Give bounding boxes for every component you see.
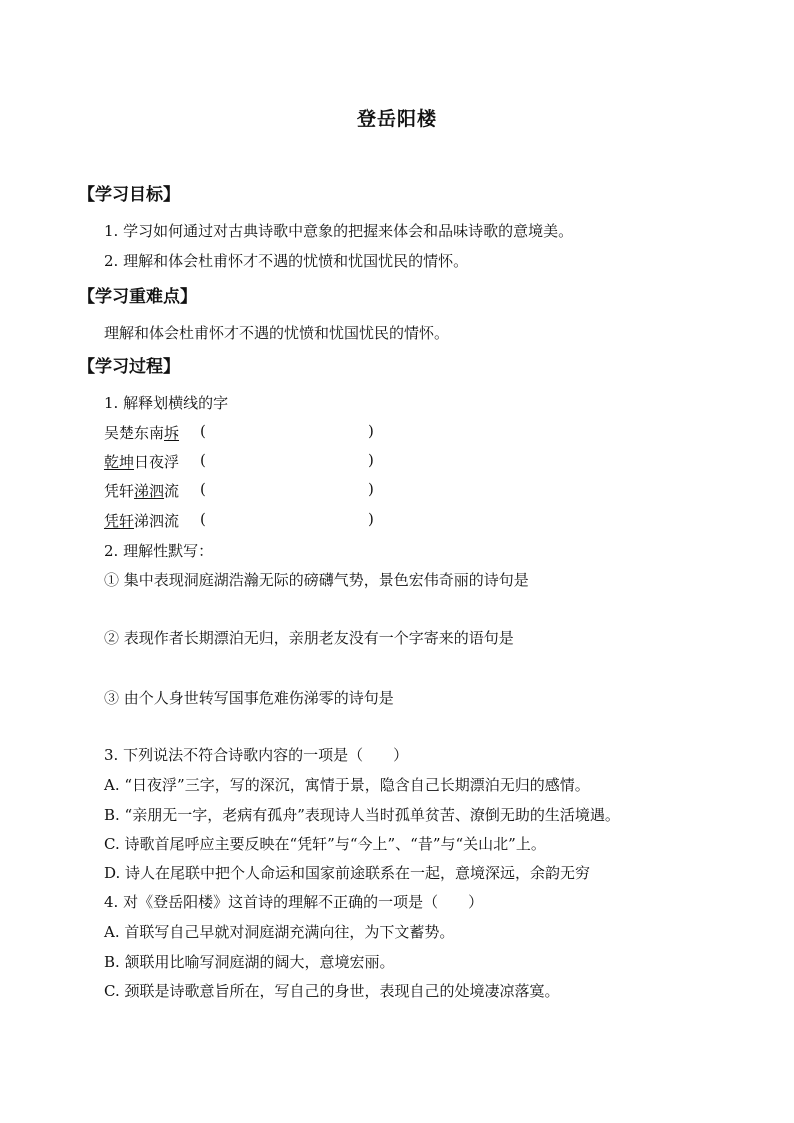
q3-option-c: C. 诗歌首尾呼应主要反映在“凭轩”与“今上”、“昔”与“关山北”上。 (104, 835, 546, 853)
section-heading-objectives: 【学习目标】 (78, 185, 180, 205)
q1-line-1-pre: 吴楚东南 (104, 424, 165, 442)
q1-line-2-post: 日夜浮 (134, 453, 180, 471)
q4-option-b: B. 颔联用比喻写洞庭湖的阔大，意境宏丽。 (104, 953, 395, 971)
q1-line-1-paren-open: ( (200, 422, 206, 440)
q3-option-b: B. “亲朋无一字，老病有孤舟”表现诗人当时孤单贫苦、潦倒无助的生活境遇。 (104, 806, 620, 824)
key-points-text: 理解和体会杜甫怀才不遇的忧愤和忧国忧民的情怀。 (104, 324, 450, 342)
q1-line-4 (104, 510, 404, 531)
q2-item-3: ③ 由个人身世转写国事危难伤涕零的诗句是 (104, 689, 394, 707)
q4-option-c: C. 颈联是诗歌意旨所在，写自己的身世，表现自己的处境凄凉落寞。 (104, 982, 560, 1000)
q1-line-1-paren-close: ) (368, 422, 374, 440)
section-heading-key-points: 【学习重难点】 (78, 287, 197, 307)
q1-line-4-paren-close: ) (368, 510, 374, 528)
q1-line-3-underlined: 涕泗 (134, 482, 165, 500)
q4-option-a: A. 首联写自己早就对洞庭湖充满向往，为下文蓄势。 (104, 923, 455, 941)
q1-line-2-paren-open: ( (200, 451, 206, 469)
q1-line-2 (104, 451, 404, 472)
section-heading-process: 【学习过程】 (78, 357, 180, 377)
q4-label: 4. 对《登岳阳楼》这首诗的理解不正确的一项是（ ） (104, 893, 484, 911)
q1-line-4-paren-open: ( (200, 510, 206, 528)
q2-item-1: ① 集中表现洞庭湖浩瀚无际的磅礴气势，景色宏伟奇丽的诗句是 (104, 571, 529, 589)
q1-line-3-paren-open: ( (200, 480, 206, 498)
q1-line-3-pre: 凭轩 (104, 482, 135, 500)
q1-line-4-underlined: 凭轩 (104, 512, 135, 530)
q1-line-1 (104, 422, 404, 443)
q1-line-3-paren-close: ) (368, 480, 374, 498)
objective-item-1: 1. 学习如何通过对古典诗歌中意象的把握来体会和品味诗歌的意境美。 (104, 222, 574, 240)
page-title: 登岳阳楼 (356, 108, 437, 130)
q1-label: 1. 解释划横线的字 (104, 394, 229, 412)
q2-item-2: ② 表现作者长期漂泊无归，亲朋老友没有一个字寄来的语句是 (104, 629, 514, 647)
q3-option-d: D. 诗人在尾联中把个人命运和国家前途联系在一起，意境深远，余韵无穷 (104, 864, 591, 882)
q1-line-3-post: 流 (164, 482, 180, 500)
q1-line-4-post: 涕泗流 (134, 512, 180, 530)
q3-label: 3. 下列说法不符合诗歌内容的一项是（ ） (104, 746, 409, 764)
q1-line-1-underlined: 坼 (164, 424, 180, 442)
objective-item-2: 2. 理解和体会杜甫怀才不遇的忧愤和忧国忧民的情怀。 (104, 252, 469, 270)
q2-label: 2. 理解性默写： (104, 542, 214, 560)
q1-line-3 (104, 480, 404, 501)
q1-line-2-paren-close: ) (368, 451, 374, 469)
q1-line-2-underlined: 乾坤 (104, 453, 135, 471)
q3-option-a: A. “日夜浮”三字，写的深沉，寓情于景，隐含自己长期漂泊无归的感情。 (104, 776, 590, 794)
